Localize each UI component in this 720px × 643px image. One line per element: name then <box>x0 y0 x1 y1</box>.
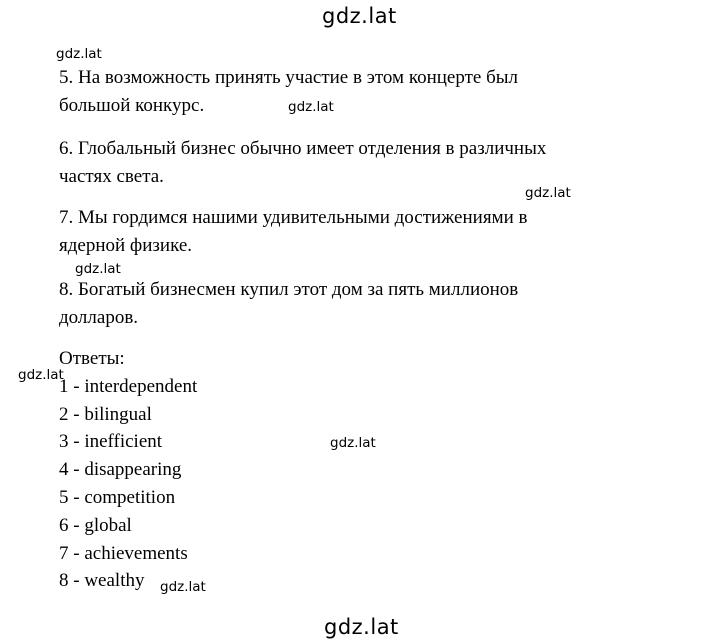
answer-item: 5 - competition <box>59 486 176 508</box>
watermark-small: gdz.lat <box>75 261 121 277</box>
answer-item: 8 - wealthy <box>59 570 145 592</box>
watermark-small: gdz.lat <box>56 46 102 62</box>
answer-item: 4 - disappearing <box>59 459 182 481</box>
answers-heading: Ответы: <box>59 348 125 369</box>
answer-item: 2 - bilingual <box>59 403 152 425</box>
sentence-line: 8. Богатый бизнесмен купил этот дом за пять миллионов <box>59 279 519 300</box>
watermark-bottom: gdz.lat <box>324 615 399 639</box>
sentence-line: большой конкурс. <box>59 95 205 116</box>
sentence-line: частях света. <box>59 166 164 187</box>
sentence-line: 6. Глобальный бизнес обычно имеет отделения в различных <box>59 138 547 159</box>
sentence-6 <box>59 135 546 191</box>
sentence-7 <box>59 204 527 260</box>
sentence-line: долларов. <box>59 307 139 328</box>
watermark-top: gdz.lat <box>322 4 397 28</box>
answer-item: 6 - global <box>59 514 132 536</box>
sentence-8 <box>59 276 518 332</box>
watermark-small: gdz.lat <box>18 367 64 383</box>
watermark-small: gdz.lat <box>525 185 571 201</box>
answers-list <box>59 345 197 595</box>
sentence-5 <box>59 64 518 120</box>
answer-item: 3 - inefficient <box>59 431 163 453</box>
answer-item: 7 - achievements <box>59 542 188 564</box>
sentence-line: ядерной физике. <box>59 235 193 256</box>
sentence-line: 7. Мы гордимся нашими удивительными достижениями в <box>59 207 528 228</box>
answer-item: 1 - interdependent <box>59 375 198 397</box>
sentence-line: 5. На возможность принять участие в этом концерте был <box>59 67 519 88</box>
watermark-small: gdz.lat <box>160 579 206 595</box>
watermark-small: gdz.lat <box>288 99 334 115</box>
watermark-small: gdz.lat <box>330 435 376 451</box>
